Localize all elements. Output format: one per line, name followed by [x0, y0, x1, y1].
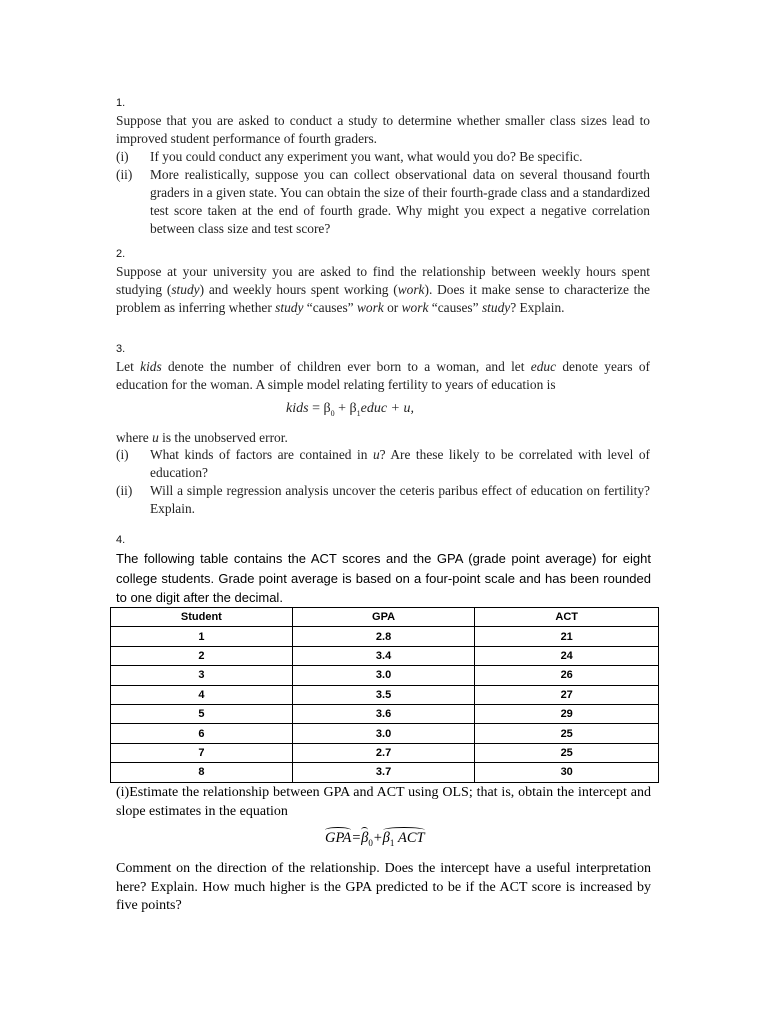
fertility-equation: kids = $\beta_0$ + $\beta_1educ + u$, — [286, 401, 414, 418]
question-3-intro: Let kids denote the number of children ever born to a woman, and let educ denote years of education for the woman. A simple model relating fertility to years of education is — [116, 359, 650, 392]
table-row — [111, 646, 659, 665]
table-cell: 21 — [475, 627, 659, 646]
table-cell: 3.6 — [292, 704, 475, 723]
table-cell: 26 — [475, 666, 659, 685]
table-cell: 8 — [111, 763, 293, 782]
table-cell: 2.8 — [292, 627, 475, 646]
table-row — [111, 627, 659, 646]
table-row — [111, 666, 659, 685]
table-row — [111, 763, 659, 782]
table-cell: 2.7 — [292, 743, 475, 762]
item-text: What kinds of factors are contained in u? Are these likely to be correlated with level of education? — [150, 447, 650, 480]
item-label: (ii) — [116, 483, 133, 498]
question-1-intro: Suppose that you are asked to conduct a study to determine whether smaller class sizes lead to improved student performance of fourth graders. — [116, 113, 650, 146]
table-row — [111, 743, 659, 762]
question-3-number: 3. — [116, 343, 126, 355]
table-cell: 25 — [475, 743, 659, 762]
table-cell: 29 — [475, 704, 659, 723]
ols-equation: $GPA=\beta_0+\beta_1$ ACT — [325, 830, 425, 848]
table-cell: 1 — [111, 627, 293, 646]
column-header: GPA — [292, 608, 475, 627]
item-label: (i) — [116, 149, 129, 164]
table-cell: 25 — [475, 724, 659, 743]
gpa-act-table — [110, 607, 659, 783]
item-text: More realistically, suppose you can collect observational data on several thousand fourth graders in a given state. You can obtain the size of their fourth-grade class and a standardized test score taken at the end of fourth grade. Why might you expect a negative correlation between class size and test score? — [150, 167, 650, 236]
column-header: ACT — [475, 608, 659, 627]
table-row — [111, 685, 659, 704]
table-cell: 5 — [111, 704, 293, 723]
table-header-row — [111, 608, 659, 627]
question-4-intro: The following table contains the ACT scores and the GPA (grade point average) for eight college students. Grade point average is based on a four-point scale and has been rounded to one digit after the decimal. — [116, 551, 651, 605]
question-4-part-i: (i)Estimate the relationship between GPA and ACT using OLS; that is, obtain the intercept and slope estimates in the equation — [116, 785, 651, 819]
table-row — [111, 724, 659, 743]
question-1-number: 1. — [116, 97, 126, 109]
table-cell: 24 — [475, 646, 659, 665]
table-cell: 27 — [475, 685, 659, 704]
table-cell: 2 — [111, 646, 293, 665]
item-text: Will a simple regression analysis uncover the ceteris paribus effect of education on fertility? Explain. — [150, 483, 650, 516]
question-2-number: 2. — [116, 248, 126, 260]
item-label: (i) — [116, 447, 129, 462]
table-cell: 4 — [111, 685, 293, 704]
table-row — [111, 704, 659, 723]
item-label: (ii) — [116, 167, 133, 182]
table-cell: 7 — [111, 743, 293, 762]
table-cell: 3 — [111, 666, 293, 685]
table-cell: 6 — [111, 724, 293, 743]
table-cell: 30 — [475, 763, 659, 782]
table-cell: 3.7 — [292, 763, 475, 782]
question-2-text: Suppose at your university you are asked to find the relationship between weekly hours spent studying (study) and weekly hours spent working (work). Does it make sense to characterize the problem as inferring whether study “causes” work or work “causes” study? Explain. — [116, 264, 650, 315]
question-4-comment: Comment on the direction of the relationship. Does the intercept have a useful interpretation here? Explain. How much higher is the GPA predicted to be if the ACT score is increased by five points? — [116, 861, 651, 913]
item-text: If you could conduct any experiment you want, what would you do? Be specific. — [150, 149, 583, 164]
table-cell: 3.4 — [292, 646, 475, 665]
column-header: Student — [111, 608, 293, 627]
table-cell: 3.0 — [292, 666, 475, 685]
table-cell: 3.0 — [292, 724, 475, 743]
question-4-number: 4. — [116, 534, 126, 546]
question-3-where: where u is the unobserved error. — [116, 430, 288, 445]
table-cell: 3.5 — [292, 685, 475, 704]
